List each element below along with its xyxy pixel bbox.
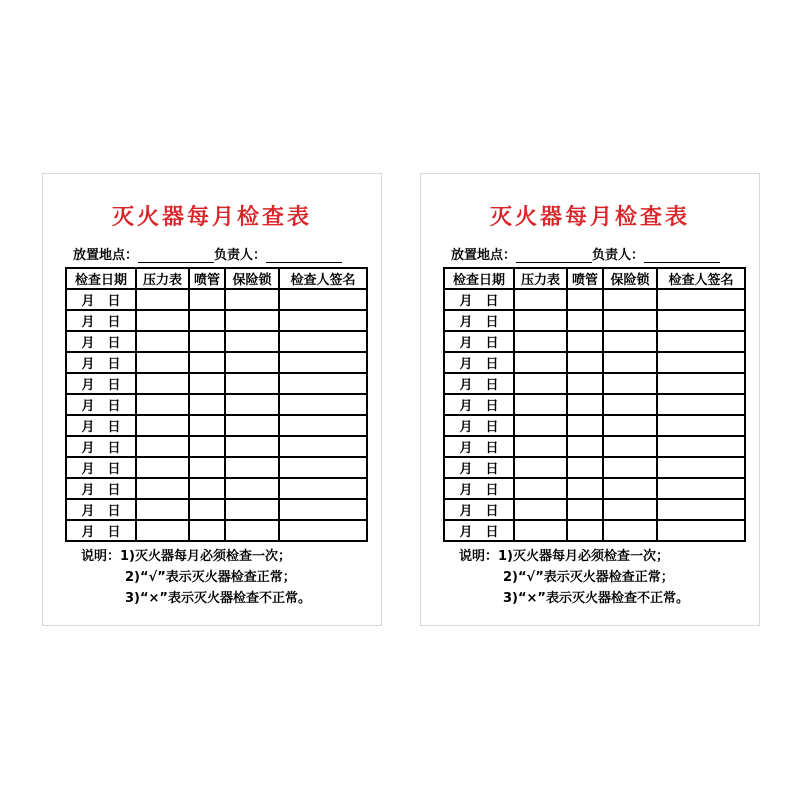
date-cell[interactable] xyxy=(66,310,136,331)
table-row xyxy=(66,352,367,373)
safety-lock-cell[interactable] xyxy=(225,499,279,520)
safety-lock-cell[interactable] xyxy=(603,415,657,436)
safety-lock-cell[interactable] xyxy=(225,415,279,436)
safety-lock-cell[interactable] xyxy=(225,331,279,352)
safety-lock-cell[interactable] xyxy=(225,436,279,457)
table-row xyxy=(444,352,745,373)
date-cell[interactable] xyxy=(444,499,514,520)
day-label: 日 xyxy=(107,483,121,498)
signature-cell[interactable] xyxy=(657,436,745,457)
table-row xyxy=(66,457,367,478)
date-cell[interactable] xyxy=(444,457,514,478)
day-label: 日 xyxy=(485,525,499,540)
location-blank[interactable] xyxy=(516,249,592,263)
table-row xyxy=(444,331,745,352)
card-title: 灭火器每月检查表 xyxy=(489,205,690,230)
pressure-gauge-cell[interactable] xyxy=(136,289,189,310)
nozzle-cell[interactable] xyxy=(189,310,225,331)
inspection-table xyxy=(65,267,368,542)
pressure-gauge-cell[interactable] xyxy=(514,478,567,499)
table-body xyxy=(444,289,745,541)
month-label: 月 xyxy=(459,315,473,330)
table-body xyxy=(66,289,367,541)
month-label: 月 xyxy=(459,336,473,351)
table-row xyxy=(444,520,745,541)
pressure-gauge-cell[interactable] xyxy=(514,373,567,394)
pressure-gauge-cell[interactable] xyxy=(136,394,189,415)
date-cell[interactable] xyxy=(444,331,514,352)
signature-cell[interactable] xyxy=(657,520,745,541)
header-safety-lock: 保险锁 xyxy=(225,268,279,289)
day-label: 日 xyxy=(107,504,121,519)
day-label: 日 xyxy=(485,336,499,351)
table-row xyxy=(444,289,745,310)
day-label: 日 xyxy=(107,525,121,540)
nozzle-cell[interactable] xyxy=(567,520,603,541)
table-row xyxy=(444,394,745,415)
signature-cell[interactable] xyxy=(657,478,745,499)
header-safety-lock: 保险锁 xyxy=(603,268,657,289)
signature-cell[interactable] xyxy=(279,436,367,457)
day-label: 日 xyxy=(107,378,121,393)
date-cell[interactable] xyxy=(66,289,136,310)
nozzle-cell[interactable] xyxy=(567,310,603,331)
person-label: 负责人： xyxy=(592,248,645,263)
day-label: 日 xyxy=(107,441,121,456)
date-cell[interactable] xyxy=(66,415,136,436)
pressure-gauge-cell[interactable] xyxy=(136,415,189,436)
pressure-gauge-cell[interactable] xyxy=(136,478,189,499)
pressure-gauge-cell[interactable] xyxy=(514,520,567,541)
day-label: 日 xyxy=(485,462,499,477)
safety-lock-cell[interactable] xyxy=(225,520,279,541)
nozzle-cell[interactable] xyxy=(567,478,603,499)
nozzle-cell[interactable] xyxy=(567,436,603,457)
nozzle-cell[interactable] xyxy=(567,331,603,352)
location-label: 放置地点： xyxy=(451,248,517,263)
nozzle-cell[interactable] xyxy=(567,394,603,415)
table-row xyxy=(66,394,367,415)
inspection-table xyxy=(443,267,746,542)
location-blank[interactable] xyxy=(138,249,214,263)
safety-lock-cell[interactable] xyxy=(603,310,657,331)
day-label: 日 xyxy=(107,294,121,309)
safety-lock-cell[interactable] xyxy=(603,520,657,541)
table-row xyxy=(66,373,367,394)
card-meta xyxy=(73,244,342,263)
table-row xyxy=(66,520,367,541)
table-row xyxy=(66,415,367,436)
date-cell[interactable] xyxy=(66,499,136,520)
table-row xyxy=(444,415,745,436)
pressure-gauge-cell[interactable] xyxy=(514,436,567,457)
table-row xyxy=(444,310,745,331)
signature-cell[interactable] xyxy=(657,457,745,478)
month-label: 月 xyxy=(81,378,95,393)
month-label: 月 xyxy=(81,504,95,519)
date-cell[interactable] xyxy=(444,310,514,331)
date-cell[interactable] xyxy=(66,520,136,541)
day-label: 日 xyxy=(107,420,121,435)
date-cell[interactable] xyxy=(66,394,136,415)
date-cell[interactable] xyxy=(444,436,514,457)
month-label: 月 xyxy=(81,399,95,414)
table-row xyxy=(444,457,745,478)
day-label: 日 xyxy=(485,441,499,456)
signature-cell[interactable] xyxy=(657,352,745,373)
day-label: 日 xyxy=(107,399,121,414)
pressure-gauge-cell[interactable] xyxy=(136,457,189,478)
header-inspector-signature: 检查人签名 xyxy=(279,268,367,289)
pressure-gauge-cell[interactable] xyxy=(136,331,189,352)
safety-lock-cell[interactable] xyxy=(225,352,279,373)
month-label: 月 xyxy=(459,378,473,393)
signature-cell[interactable] xyxy=(657,394,745,415)
safety-lock-cell[interactable] xyxy=(225,310,279,331)
table-row xyxy=(444,499,745,520)
date-cell[interactable] xyxy=(444,415,514,436)
day-label: 日 xyxy=(107,315,121,330)
nozzle-cell[interactable] xyxy=(567,352,603,373)
safety-lock-cell[interactable] xyxy=(225,373,279,394)
inspection-card-right xyxy=(420,173,760,626)
table-row xyxy=(444,436,745,457)
month-label: 月 xyxy=(459,357,473,372)
signature-cell[interactable] xyxy=(279,499,367,520)
safety-lock-cell[interactable] xyxy=(225,394,279,415)
safety-lock-cell[interactable] xyxy=(603,436,657,457)
nozzle-cell[interactable] xyxy=(189,478,225,499)
month-label: 月 xyxy=(459,525,473,540)
safety-lock-cell[interactable] xyxy=(225,457,279,478)
signature-cell[interactable] xyxy=(279,289,367,310)
signature-cell[interactable] xyxy=(279,415,367,436)
nozzle-cell[interactable] xyxy=(189,436,225,457)
note-3: 3)“×”表示灭火器检查不正常。 xyxy=(125,591,311,606)
table-row xyxy=(66,499,367,520)
month-label: 月 xyxy=(459,441,473,456)
month-label: 月 xyxy=(459,483,473,498)
month-label: 月 xyxy=(459,420,473,435)
date-cell[interactable] xyxy=(444,373,514,394)
notes xyxy=(459,546,689,609)
date-cell[interactable] xyxy=(444,352,514,373)
pressure-gauge-cell[interactable] xyxy=(136,436,189,457)
pressure-gauge-cell[interactable] xyxy=(514,415,567,436)
person-blank[interactable] xyxy=(266,249,342,263)
month-label: 月 xyxy=(81,441,95,456)
note-1: 说明：1)灭火器每月必须检查一次； xyxy=(459,549,669,564)
note-3: 3)“×”表示灭火器检查不正常。 xyxy=(503,591,689,606)
signature-cell[interactable] xyxy=(657,415,745,436)
signature-cell[interactable] xyxy=(657,331,745,352)
safety-lock-cell[interactable] xyxy=(603,499,657,520)
day-label: 日 xyxy=(107,462,121,477)
month-label: 月 xyxy=(81,462,95,477)
day-label: 日 xyxy=(107,357,121,372)
month-label: 月 xyxy=(459,399,473,414)
pressure-gauge-cell[interactable] xyxy=(514,394,567,415)
header-nozzle: 喷管 xyxy=(567,268,603,289)
table-row xyxy=(66,289,367,310)
note-2: 2)“√”表示灭火器检查正常； xyxy=(503,570,674,585)
nozzle-cell[interactable] xyxy=(189,457,225,478)
day-label: 日 xyxy=(485,315,499,330)
table-row xyxy=(66,331,367,352)
signature-cell[interactable] xyxy=(279,373,367,394)
header-nozzle: 喷管 xyxy=(189,268,225,289)
signature-cell[interactable] xyxy=(279,478,367,499)
note-2: 2)“√”表示灭火器检查正常； xyxy=(125,570,296,585)
table-row xyxy=(66,478,367,499)
header-date: 检查日期 xyxy=(444,268,514,289)
date-cell[interactable] xyxy=(66,331,136,352)
safety-lock-cell[interactable] xyxy=(603,394,657,415)
person-blank[interactable] xyxy=(644,249,720,263)
date-cell[interactable] xyxy=(66,373,136,394)
table-row xyxy=(66,310,367,331)
date-cell[interactable] xyxy=(444,394,514,415)
pressure-gauge-cell[interactable] xyxy=(514,310,567,331)
day-label: 日 xyxy=(485,294,499,309)
pressure-gauge-cell[interactable] xyxy=(514,331,567,352)
nozzle-cell[interactable] xyxy=(189,520,225,541)
date-cell[interactable] xyxy=(444,478,514,499)
date-cell[interactable] xyxy=(444,289,514,310)
month-label: 月 xyxy=(81,315,95,330)
month-label: 月 xyxy=(459,294,473,309)
month-label: 月 xyxy=(81,294,95,309)
safety-lock-cell[interactable] xyxy=(603,289,657,310)
signature-cell[interactable] xyxy=(279,457,367,478)
signature-cell[interactable] xyxy=(657,289,745,310)
pressure-gauge-cell[interactable] xyxy=(514,457,567,478)
nozzle-cell[interactable] xyxy=(189,331,225,352)
pressure-gauge-cell[interactable] xyxy=(514,289,567,310)
table-row xyxy=(444,373,745,394)
day-label: 日 xyxy=(485,357,499,372)
nozzle-cell[interactable] xyxy=(189,415,225,436)
month-label: 月 xyxy=(81,336,95,351)
day-label: 日 xyxy=(485,483,499,498)
location-label: 放置地点： xyxy=(73,248,139,263)
nozzle-cell[interactable] xyxy=(567,289,603,310)
month-label: 月 xyxy=(459,462,473,477)
month-label: 月 xyxy=(81,483,95,498)
nozzle-cell[interactable] xyxy=(567,499,603,520)
date-cell[interactable] xyxy=(66,478,136,499)
month-label: 月 xyxy=(81,525,95,540)
safety-lock-cell[interactable] xyxy=(603,331,657,352)
signature-cell[interactable] xyxy=(657,499,745,520)
safety-lock-cell[interactable] xyxy=(603,352,657,373)
nozzle-cell[interactable] xyxy=(189,394,225,415)
nozzle-cell[interactable] xyxy=(189,373,225,394)
pressure-gauge-cell[interactable] xyxy=(136,310,189,331)
date-cell[interactable] xyxy=(444,520,514,541)
day-label: 日 xyxy=(485,378,499,393)
day-label: 日 xyxy=(485,420,499,435)
day-label: 日 xyxy=(485,504,499,519)
safety-lock-cell[interactable] xyxy=(225,289,279,310)
day-label: 日 xyxy=(107,336,121,351)
person-label: 负责人： xyxy=(214,248,267,263)
notes xyxy=(81,546,311,609)
safety-lock-cell[interactable] xyxy=(603,373,657,394)
date-cell[interactable] xyxy=(66,457,136,478)
pressure-gauge-cell[interactable] xyxy=(136,520,189,541)
day-label: 日 xyxy=(485,399,499,414)
month-label: 月 xyxy=(459,504,473,519)
signature-cell[interactable] xyxy=(279,520,367,541)
header-pressure-gauge: 压力表 xyxy=(514,268,567,289)
pressure-gauge-cell[interactable] xyxy=(514,499,567,520)
nozzle-cell[interactable] xyxy=(567,457,603,478)
safety-lock-cell[interactable] xyxy=(225,478,279,499)
pressure-gauge-cell[interactable] xyxy=(136,373,189,394)
signature-cell[interactable] xyxy=(279,331,367,352)
header-date: 检查日期 xyxy=(66,268,136,289)
pressure-gauge-cell[interactable] xyxy=(136,352,189,373)
pressure-gauge-cell[interactable] xyxy=(136,499,189,520)
header-inspector-signature: 检查人签名 xyxy=(657,268,745,289)
date-cell[interactable] xyxy=(66,436,136,457)
signature-cell[interactable] xyxy=(279,394,367,415)
pressure-gauge-cell[interactable] xyxy=(514,352,567,373)
signature-cell[interactable] xyxy=(279,310,367,331)
signature-cell[interactable] xyxy=(657,310,745,331)
nozzle-cell[interactable] xyxy=(189,352,225,373)
safety-lock-cell[interactable] xyxy=(603,457,657,478)
nozzle-cell[interactable] xyxy=(189,499,225,520)
signature-cell[interactable] xyxy=(279,352,367,373)
note-1: 说明：1)灭火器每月必须检查一次； xyxy=(81,549,291,564)
header-pressure-gauge: 压力表 xyxy=(136,268,189,289)
safety-lock-cell[interactable] xyxy=(603,478,657,499)
nozzle-cell[interactable] xyxy=(189,289,225,310)
card-meta xyxy=(451,244,720,263)
card-title: 灭火器每月检查表 xyxy=(111,205,312,230)
signature-cell[interactable] xyxy=(657,373,745,394)
inspection-card-left xyxy=(42,173,382,626)
month-label: 月 xyxy=(81,357,95,372)
date-cell[interactable] xyxy=(66,352,136,373)
nozzle-cell[interactable] xyxy=(567,373,603,394)
table-row xyxy=(66,436,367,457)
table-row xyxy=(444,478,745,499)
nozzle-cell[interactable] xyxy=(567,415,603,436)
month-label: 月 xyxy=(81,420,95,435)
